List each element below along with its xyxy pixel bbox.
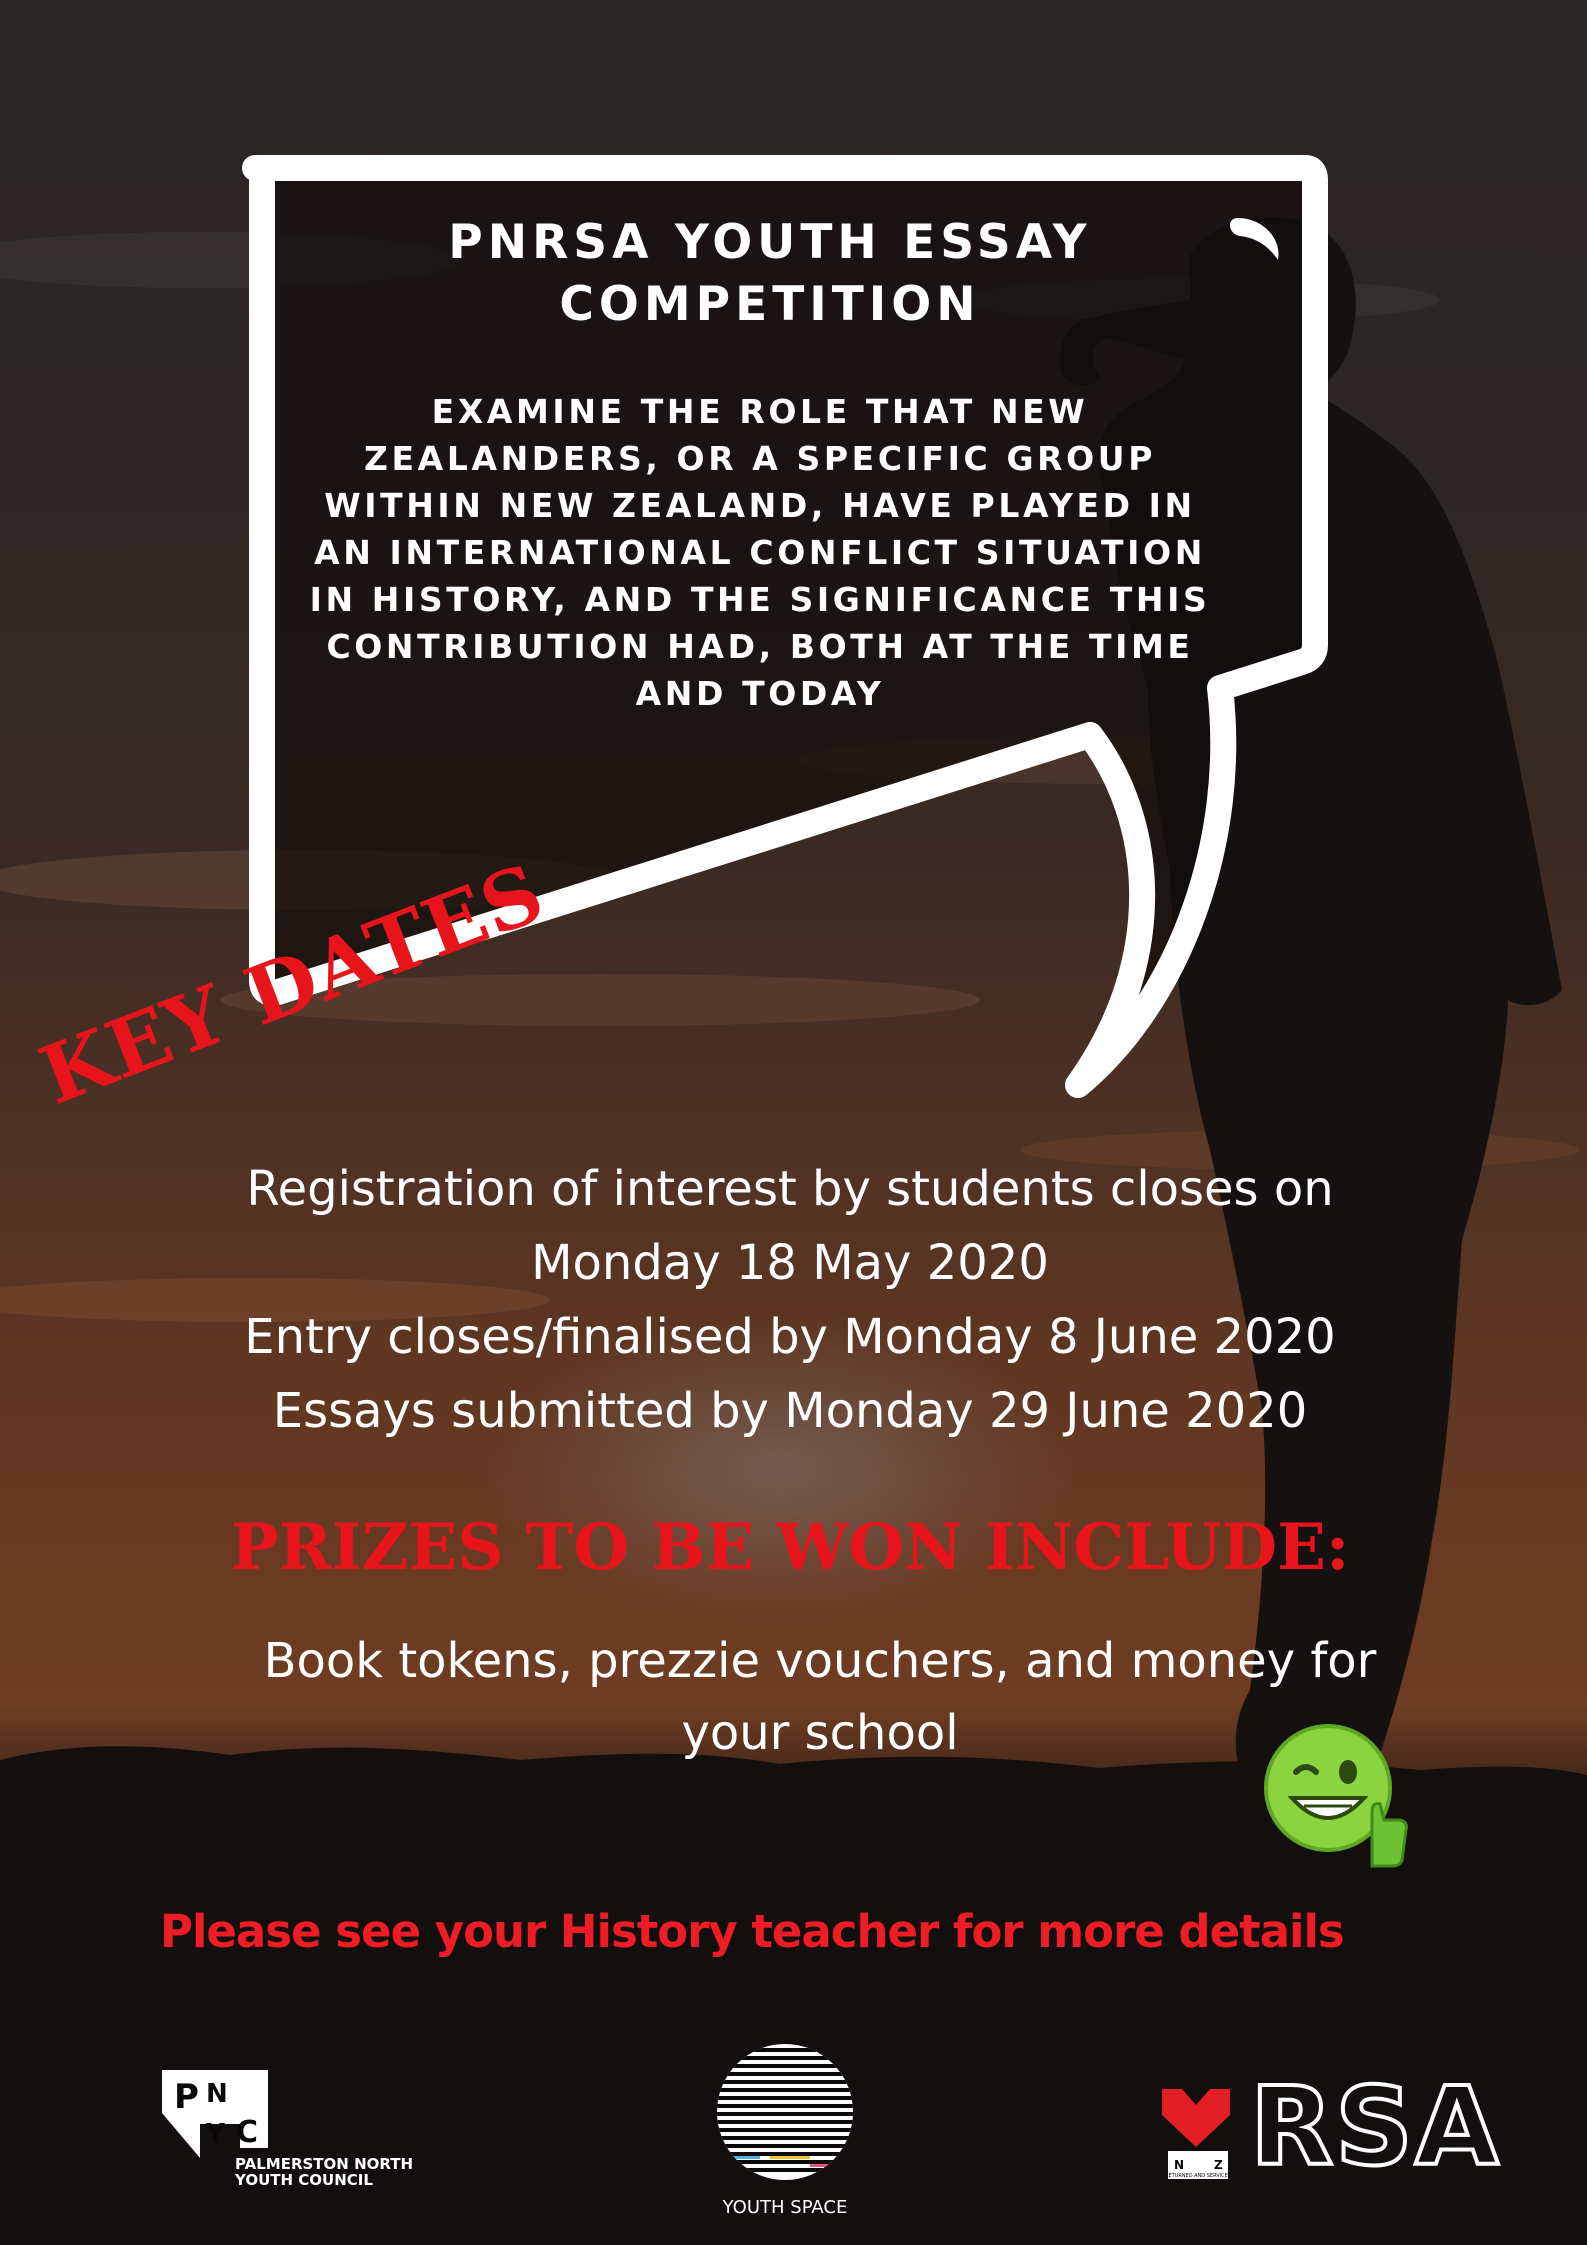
svg-text:P: P [174,2077,199,2117]
prizes-line: Book tokens, prezzie vouchers, and money for [263,1633,1377,1689]
rsa-poppy-heart-badge [1160,2085,1250,2185]
svg-text:C: C [236,2115,259,2150]
prizes-heading: PRIZES TO BE WON INCLUDE: [230,1510,1350,1585]
youth-space-label: YOUTH SPACE [722,2197,848,2218]
svg-text:Z: Z [1214,2158,1223,2172]
prizes-description [220,1625,1420,1769]
pnyc-name [235,2155,414,2189]
topic-line: EXAMINE THE ROLE THAT NEW [431,392,1089,431]
date-line: Monday 18 May 2020 [531,1235,1049,1291]
competition-title [330,212,1210,336]
svg-text:N: N [1174,2158,1185,2172]
svg-text:N: N [206,2079,228,2109]
topic-line: AND TODAY [635,674,885,713]
rsa-logo [1160,2065,1501,2190]
topic-line: CONTRIBUTION HAD, BOTH AT THE TIME [326,627,1194,666]
see-teacher-note: Please see your History teacher for more details [160,1905,1344,1958]
winking-thumbs-up-emoji-icon [1260,1720,1410,1870]
topic-line: ZEALANDERS, OR A SPECIFIC GROUP [364,439,1156,478]
topic-line: AN INTERNATIONAL CONFLICT SITUATION [314,533,1206,572]
title-line: COMPETITION [559,277,981,332]
key-dates-heading: KEY DATES [28,845,557,1123]
pnyc-name-line: YOUTH COUNCIL [235,2171,373,2189]
svg-text:RETURNED AND SERVICES: RETURNED AND SERVICES [1164,2173,1232,2179]
youth-space-logo [700,2040,870,2225]
pnyc-logo [160,2068,414,2198]
rsa-wordmark: RSA [1250,2065,1501,2190]
prizes-line: your school [681,1705,959,1761]
topic-line: IN HISTORY, AND THE SIGNIFICANCE THIS [309,580,1211,619]
pnyc-monogram [160,2068,400,2158]
svg-text:Y: Y [206,2119,225,2149]
essay-topic [270,388,1250,717]
title-line: PNRSA YOUTH ESSAY [448,215,1092,270]
key-dates-list [180,1152,1400,1448]
topic-line: WITHIN NEW ZEALAND, HAVE PLAYED IN [324,486,1196,525]
date-line: Registration of interest by students closes on [246,1161,1334,1217]
pnyc-name-line: PALMERSTON NORTH [235,2155,414,2173]
date-line: Entry closes/finalised by Monday 8 June 2020 [244,1309,1336,1365]
date-line: Essays submitted by Monday 29 June 2020 [272,1383,1308,1439]
youth-space-striped-circle [700,2040,870,2190]
